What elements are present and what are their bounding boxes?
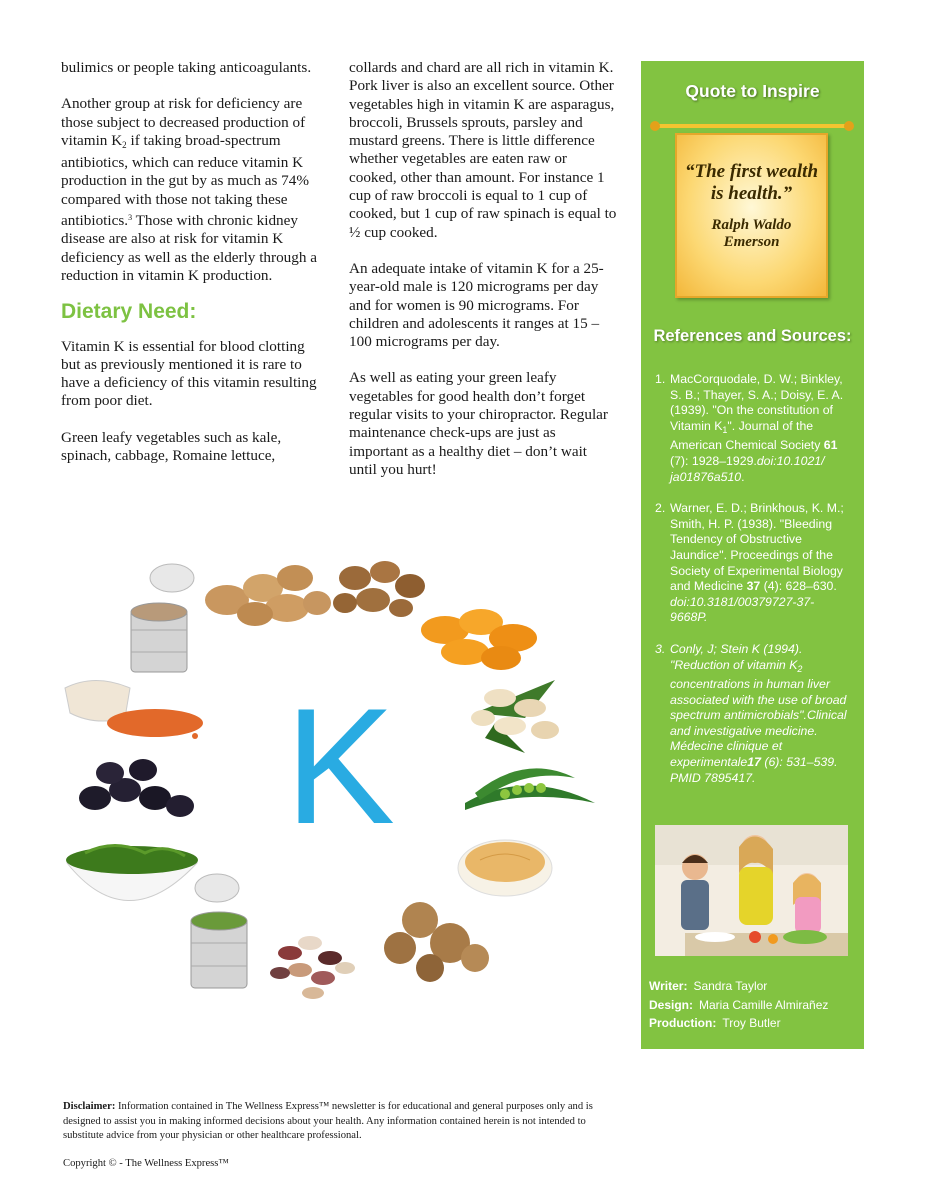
curtain-rod-icon bbox=[649, 121, 855, 131]
dried-apricots-icon bbox=[421, 609, 537, 670]
pecans-icon bbox=[333, 561, 425, 617]
reference-item bbox=[653, 501, 849, 626]
reference-text: (6): 531–539. PMID 7895417. bbox=[670, 755, 838, 785]
footnote-ref: 3 bbox=[128, 213, 133, 223]
paragraph bbox=[61, 429, 323, 466]
quote-card bbox=[675, 133, 828, 298]
prunes-icon bbox=[79, 759, 194, 817]
vitamin-k-letter: K bbox=[284, 674, 396, 858]
references-list bbox=[653, 372, 849, 802]
reference-item bbox=[653, 642, 849, 786]
subscript: 1 bbox=[722, 424, 728, 435]
paragraph-text: Vitamin K is essential for blood clotting but as previously mentioned it is rare to have a deficiency of this vitamin resulting from poor diet. bbox=[61, 337, 317, 410]
canned-beans-icon bbox=[131, 564, 194, 672]
potatoes-icon bbox=[205, 565, 331, 626]
paragraph bbox=[61, 338, 323, 411]
reference-number: 3. bbox=[655, 641, 666, 656]
reference-text: concentrations in human liver associated with the use of broad spectrum antimicrobials".Clinical and investigative medicine. Médecine clinique et experimentale bbox=[670, 677, 847, 770]
reference-text: MacCorquodale, D. W.; Binkley, S. B.; Thayer, S. A.; Doisy, E. A. (1939). "On the constitution of Vitamin K bbox=[670, 372, 844, 433]
hummus-bowl-icon bbox=[458, 840, 552, 896]
reference-doi-link[interactable]: doi:10.1021/ ja01876a510 bbox=[670, 453, 825, 484]
reference-number: 2. bbox=[655, 501, 666, 516]
reference-number: 1. bbox=[655, 372, 666, 386]
canned-peas-icon bbox=[191, 874, 247, 988]
subscript: 2 bbox=[797, 663, 803, 674]
disclaimer bbox=[63, 1100, 623, 1144]
copyright: Copyright © - The Wellness Express™ bbox=[63, 1158, 229, 1169]
article-column-2 bbox=[349, 59, 617, 497]
reference-volume: 37 bbox=[746, 579, 761, 594]
credit-label: Design: bbox=[649, 997, 694, 1012]
reference-doi-link[interactable]: doi:10.3181/00379727-37-9668P. bbox=[670, 594, 815, 625]
reference-text: Warner, E. D.; Brinkhous, K. M.; Smith, H. P. (1938). "Bleeding Tendency of Obstructive Jaundice". Proceedings of the Society of Experimental Biology and Medicine bbox=[670, 501, 844, 594]
reference-text: (7): 1928–1929. bbox=[670, 453, 757, 468]
pea-pods-icon bbox=[465, 768, 595, 810]
credit-writer bbox=[649, 977, 828, 996]
paragraph bbox=[61, 59, 323, 77]
seaweed-bowl-icon bbox=[66, 846, 198, 901]
cashews-icon bbox=[471, 680, 559, 753]
disclaimer-label: Disclaimer: bbox=[63, 1101, 116, 1112]
credit-value: Maria Camille Almirañez bbox=[699, 997, 829, 1012]
quote-heading: Quote to Inspire bbox=[685, 81, 820, 101]
paragraph-text: if taking broad-spectrum antibiotics, which can reduce vitamin K production in the gut by as much as 74% compared with those not taking these antibiotics. bbox=[61, 131, 310, 230]
reference-text: ". Journal of the American Chemical Society bbox=[670, 418, 824, 453]
family-eating-photo bbox=[655, 825, 848, 956]
paragraph-text: Those with chronic kidney disease are also at risk for vitamin K deficiency as well as the elderly through a reduction in vitamin K production. bbox=[61, 212, 317, 284]
credit-production bbox=[649, 1014, 828, 1033]
disclaimer-text: Information contained in The Wellness Express™ newsletter is for educational and general purposes only and is designed to assist you in making informed decisions about your health. Any information contained herein is not intended to substitute advice from your physician or other healthcare professional. bbox=[63, 1101, 593, 1141]
lentils-sack-icon bbox=[65, 681, 203, 740]
reference-text: . bbox=[741, 469, 745, 484]
subscript: 2 bbox=[122, 139, 127, 150]
paragraph: An adequate intake of vitamin K for a 25-year-old male is 120 micrograms per day and for women is 90 micrograms. For children and adolescents it ranges at 15 – 100 micrograms per day. bbox=[349, 259, 604, 351]
reference-text: (4): 628–630. bbox=[760, 579, 837, 594]
credit-value: Troy Butler bbox=[722, 1016, 781, 1030]
article-column-1 bbox=[61, 59, 323, 483]
references-heading: References and Sources: bbox=[653, 327, 852, 345]
vitamin-k-foods-illustration bbox=[55, 548, 625, 1018]
paragraph bbox=[61, 95, 323, 285]
quote-author: Ralph Waldo Emerson bbox=[711, 217, 792, 250]
credits bbox=[649, 977, 828, 1033]
reference-text: Conly, J; Stein K (1994). "Reduction of vitamin K bbox=[670, 641, 803, 672]
credit-label: Writer: bbox=[649, 979, 688, 993]
paragraph-text: Another group at risk for deficiency are those subject to decreased production of vitamin K bbox=[61, 95, 306, 149]
reference-item bbox=[653, 372, 849, 485]
reference-volume: 17 bbox=[747, 755, 761, 770]
section-heading: Dietary Need: bbox=[61, 300, 197, 324]
credit-label: Production: bbox=[649, 1016, 717, 1030]
credit-value: Sandra Taylor bbox=[693, 979, 768, 993]
paragraph-text: bulimics or people taking anticoagulants. bbox=[61, 59, 312, 76]
paragraph: collards and chard are all rich in vitamin K. Pork liver is also an excellent source. Other vegetables high in vitamin K are asparagus, broccoli, Brussels sprouts, parsley and mustard greens. There is little difference whether vegetables are eaten raw or cooked, other than amount. For instance 1 cup of raw broccoli is equal to 1 cup of cooked, but 1 cup of raw spinach is equal to ½ cup cooked. bbox=[349, 59, 617, 241]
credit-design bbox=[649, 996, 828, 1015]
paragraph-text: Green leafy vegetables such as kale, spinach, cabbage, Romaine lettuce, bbox=[61, 428, 282, 465]
paragraph: As well as eating your green leafy vegetables for good health don’t forget regular visits to your chiropractor. Regular maintenance check-ups are just as important as a healthy diet – don’t wait until you hurt! bbox=[349, 369, 608, 478]
sidebar bbox=[641, 61, 864, 1049]
quote-text: “The first wealth is health.” bbox=[685, 161, 819, 204]
reference-volume: 61 bbox=[823, 438, 838, 453]
mixed-beans-icon bbox=[270, 936, 355, 999]
walnuts-icon bbox=[384, 902, 489, 982]
